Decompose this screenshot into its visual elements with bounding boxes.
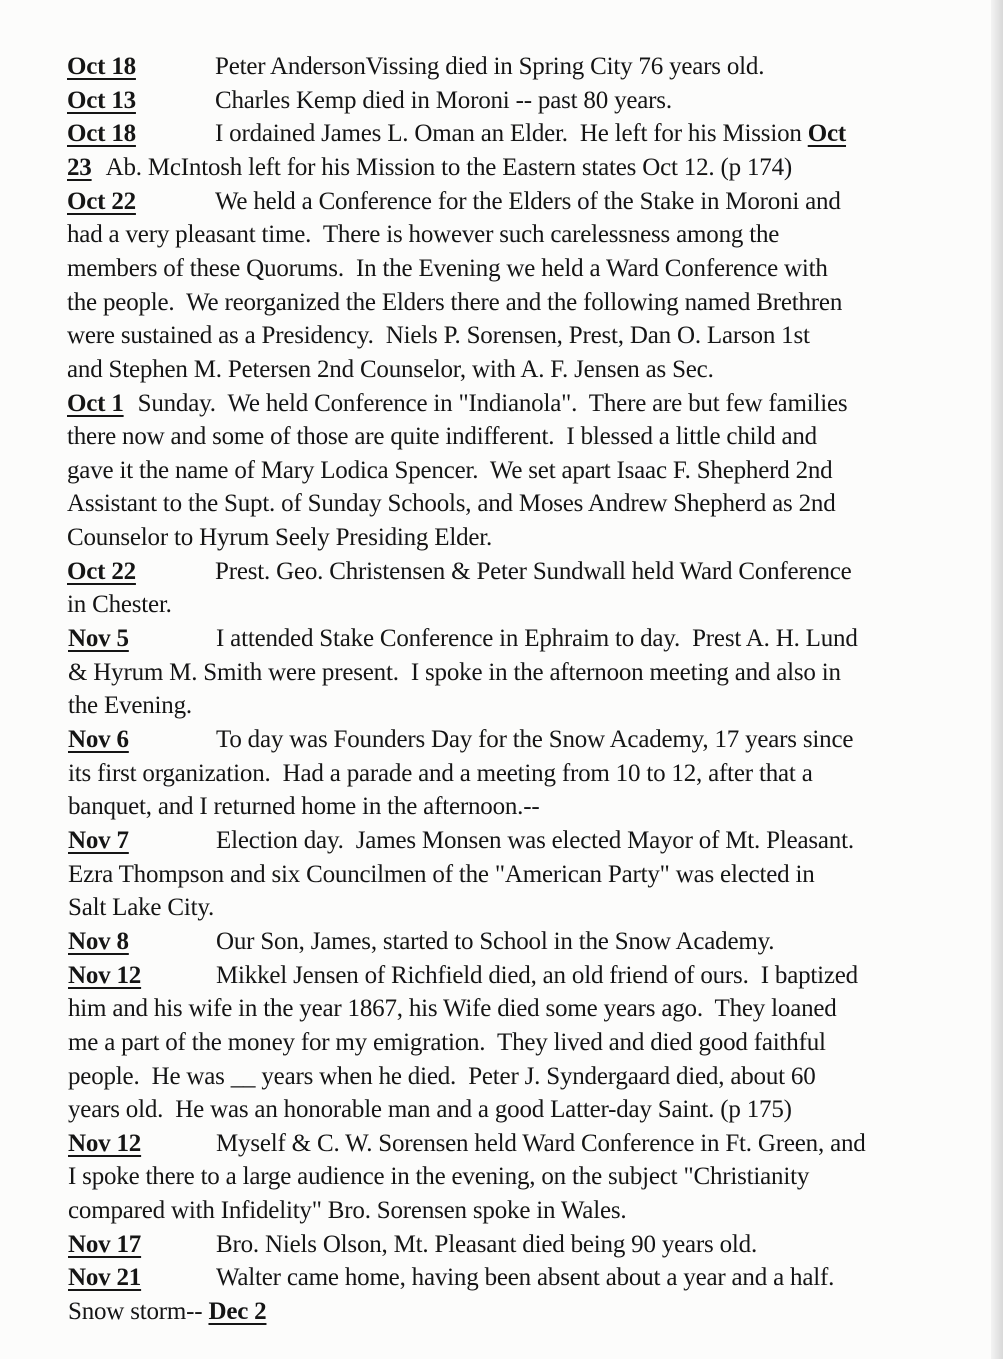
text-line	[68, 759, 813, 789]
entry-text: I spoke there to a large audience in the evening, on the subject "Christianity	[68, 1163, 810, 1191]
entry-date-label	[68, 961, 216, 991]
entry-text: To day was Founders Day for the Snow Academy, 17 years since	[216, 726, 854, 753]
entry-text: Counselor to Hyrum Seely Presiding Elder.	[67, 524, 493, 552]
entry-text: Snow storm--	[68, 1298, 209, 1326]
entry-date-label	[68, 624, 216, 654]
text-line	[68, 658, 841, 688]
entry-date-label	[67, 86, 215, 116]
entry-text: Ezra Thompson and six Councilmen of the "American Party" was elected in	[68, 860, 815, 888]
text-line	[68, 1129, 866, 1159]
entry-date-label	[67, 52, 215, 82]
text-line	[68, 860, 815, 890]
entry-text: Salt Lake City.	[68, 894, 215, 922]
entry-date-label	[67, 389, 124, 419]
entry-text: were sustained as a Presidency. Niels P. Sorensen, Prest, Dan O. Larson 1st	[67, 322, 810, 350]
entry-text: members of these Quorums. In the Evening we held a Ward Conference with	[67, 254, 828, 282]
entry-text: Our Son, James, started to School in the Snow Academy.	[216, 927, 775, 955]
entry-date-label	[67, 557, 215, 587]
text-line	[68, 927, 774, 957]
entry-date-label	[67, 119, 215, 149]
entry-date: Oct 13	[67, 86, 136, 114]
text-line	[67, 489, 836, 519]
text-line	[68, 826, 854, 856]
entry-date: Nov 17	[68, 1230, 142, 1258]
text-line	[67, 321, 810, 351]
entry-date: Nov 12	[68, 961, 142, 989]
entry-text: me a part of the money for my emigration. They lived and died good faithful	[68, 1028, 826, 1056]
text-line	[68, 1162, 809, 1192]
text-line	[68, 1297, 266, 1327]
entry-date: Oct 22	[67, 187, 136, 215]
entry-text: its first organization. Had a parade and a meeting from 10 to 12, after that a	[68, 759, 813, 787]
text-line	[67, 86, 672, 116]
text-line	[68, 961, 858, 991]
page-edge-shadow	[991, 0, 1003, 1359]
text-line	[68, 1095, 792, 1125]
entry-text: Assistant to the Supt. of Sunday Schools, and Moses Andrew Shepherd as 2nd	[67, 490, 836, 518]
entry-text: compared with Infidelity" Bro. Sorensen spoke in Wales.	[68, 1197, 627, 1225]
entry-date-label	[68, 1230, 216, 1260]
entry-date: Nov 6	[68, 726, 129, 753]
entry-date: Oct 1	[67, 389, 124, 417]
text-line	[68, 1028, 826, 1058]
entry-text: years old. He was an honorable man and a good Latter-day Saint. (p 175)	[68, 1096, 792, 1124]
entry-date: Oct 18	[67, 53, 136, 80]
entry-text: Myself & C. W. Sorensen held Ward Conference in Ft. Green, and	[216, 1129, 866, 1157]
entry-text: the people. We reorganized the Elders there and the following named Brethren	[67, 288, 843, 316]
text-line	[67, 220, 779, 250]
text-line	[68, 1230, 757, 1260]
entry-date: Nov 7	[68, 826, 129, 854]
entry-text: there now and some of those are quite indifferent. I blessed a little child and	[67, 423, 817, 451]
text-line	[67, 389, 847, 419]
text-line	[67, 456, 832, 486]
entry-text: Walter came home, having been absent about a year and a half.	[216, 1264, 835, 1292]
entry-text: Prest. Geo. Christensen & Peter Sundwall held Ward Conference	[215, 557, 852, 585]
entry-date-label	[68, 826, 216, 856]
text-line	[67, 523, 492, 553]
entry-date: 23	[67, 153, 92, 181]
entry-text: the Evening.	[68, 692, 192, 720]
entry-text: Bro. Niels Olson, Mt. Pleasant died being 90 years old.	[216, 1230, 758, 1258]
entry-date-label	[68, 1129, 216, 1159]
entry-text: Mikkel Jensen of Richfield died, an old friend of ours. I baptized	[216, 961, 858, 989]
text-line	[68, 1062, 816, 1092]
entry-text: him and his wife in the year 1867, his Wife died some years ago. They loaned	[68, 995, 837, 1023]
entry-text: I attended Stake Conference in Ephraim to day. Prest A. H. Lund	[216, 625, 858, 653]
text-line	[67, 557, 852, 587]
text-line	[67, 355, 714, 385]
entry-date-label	[67, 187, 215, 217]
entry-date: Nov 21	[68, 1264, 142, 1292]
entry-text: Sunday. We held Conference in "Indianola". There are but few families	[137, 389, 848, 417]
entry-date: Oct 22	[67, 557, 136, 585]
entry-date: Nov 8	[68, 927, 129, 955]
entry-date-label	[67, 153, 92, 183]
text-line	[68, 725, 853, 755]
entry-text: and Stephen M. Petersen 2nd Counselor, with A. F. Jensen as Sec.	[67, 355, 714, 383]
entry-text: I ordained James L. Oman an Elder. He left for his Mission	[215, 120, 808, 148]
entry-date-label	[68, 1263, 216, 1293]
text-line	[67, 187, 841, 217]
entry-text: Election day. James Monsen was elected Mayor of Mt. Pleasant.	[216, 826, 854, 854]
entry-text: Charles Kemp died in Moroni -- past 80 years.	[215, 86, 672, 114]
entry-text: Ab. McIntosh left for his Mission to the Eastern states Oct 12. (p 174)	[105, 153, 792, 181]
entry-date: Nov 5	[68, 625, 129, 653]
entry-text: banquet, and I returned home in the afternoon.--	[68, 793, 540, 821]
inline-date: Dec 2	[208, 1298, 267, 1326]
inline-date: Oct	[807, 120, 847, 148]
entry-text: & Hyrum M. Smith were present. I spoke in the afternoon meeting and also in	[68, 658, 841, 686]
text-line	[68, 1263, 834, 1293]
entry-text: people. He was __ years when he died. Peter J. Syndergaard died, about 60	[68, 1062, 816, 1090]
text-line	[67, 52, 764, 82]
text-line	[68, 893, 214, 923]
text-line	[68, 691, 192, 721]
entry-text: had a very pleasant time. There is however such carelessness among the	[67, 221, 780, 249]
text-line	[67, 288, 842, 318]
text-line	[67, 422, 817, 452]
entry-text: in Chester.	[67, 591, 172, 619]
entry-date-label	[68, 927, 216, 957]
text-line	[67, 119, 846, 149]
text-line	[68, 792, 539, 822]
text-line	[67, 254, 828, 284]
entry-text: Peter AndersonVissing died in Spring City 76 years old.	[215, 53, 765, 80]
text-line	[68, 624, 858, 654]
text-line	[67, 590, 172, 620]
entry-text: gave it the name of Mary Lodica Spencer. We set apart Isaac F. Shepherd 2nd	[67, 456, 833, 484]
entry-date: Nov 12	[68, 1129, 142, 1157]
text-line	[68, 1196, 626, 1226]
entry-text: We held a Conference for the Elders of the Stake in Moroni and	[215, 187, 841, 215]
entry-date-label	[68, 725, 216, 755]
text-line	[67, 153, 792, 183]
text-line	[68, 994, 837, 1024]
entry-date: Oct 18	[67, 120, 136, 148]
